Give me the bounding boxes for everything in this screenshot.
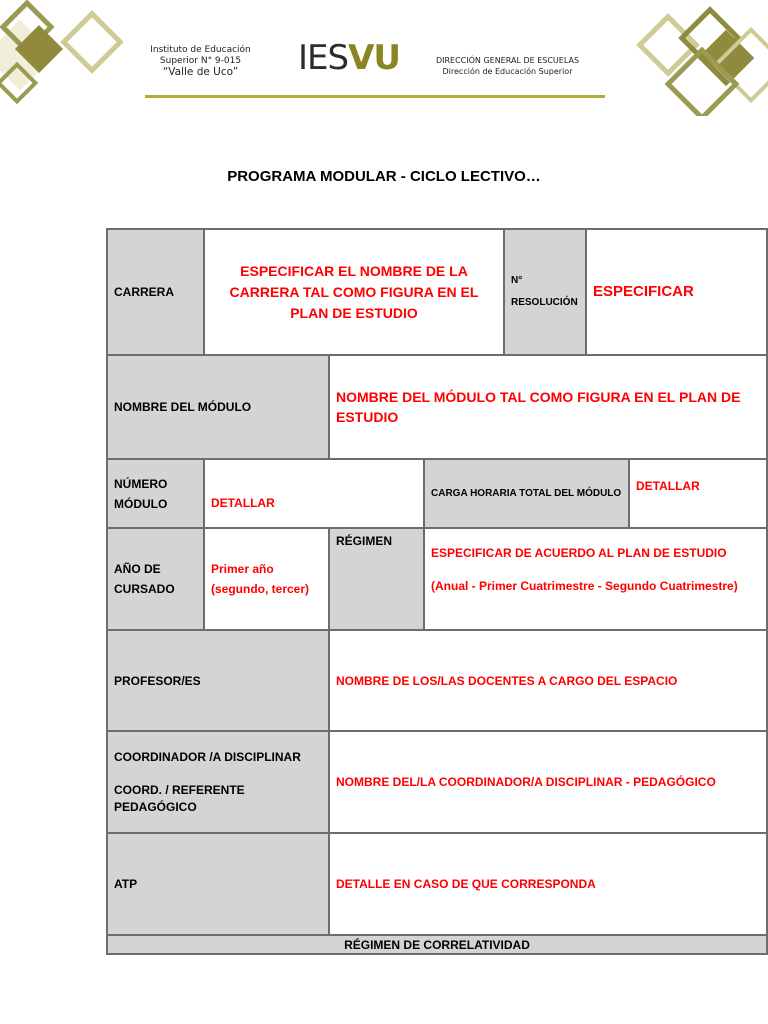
correlatividad-header: RÉGIMEN DE CORRELATIVIDAD [106, 934, 768, 955]
direction-name: DIRECCIÓN GENERAL DE ESCUELAS Dirección de Educación Superior [435, 56, 580, 76]
atp-value: DETALLE EN CASO DE QUE CORRESPONDA [328, 832, 768, 936]
coordinador-value: NOMBRE DEL/LA COORDINADOR/A DISCIPLINAR - PEDAGÓGICO [328, 730, 768, 834]
numero-label: NÚMERO MÓDULO [106, 458, 205, 529]
atp-label: ATP [106, 832, 330, 936]
anio-label: AÑO DE CURSADO [106, 527, 205, 631]
regimen-value: ESPECIFICAR DE ACUERDO AL PLAN DE ESTUDIO (Anual - Primer Cuatrimestre - Segundo Cuatrimestre) [423, 527, 768, 631]
profesor-label: PROFESOR/ES [106, 629, 330, 732]
document-header [0, 0, 768, 116]
carga-label: CARGA HORARIA TOTAL DEL MÓDULO [423, 458, 630, 529]
modulo-value: NOMBRE DEL MÓDULO TAL COMO FIGURA EN EL PLAN DE ESTUDIO [328, 354, 768, 460]
left-decoration [0, 0, 135, 116]
carga-value: DETALLAR [628, 458, 768, 529]
modulo-label: NOMBRE DEL MÓDULO [106, 354, 330, 460]
resolucion-label: N° RESOLUCIÓN [503, 228, 587, 356]
right-decoration [628, 0, 768, 116]
coordinador-label: COORDINADOR /A DISCIPLINAR COORD. / REFERENTE PEDAGÓGICO [106, 730, 330, 834]
carrera-label: CARRERA [106, 228, 205, 356]
numero-value: DETALLAR [203, 458, 425, 529]
resolucion-value: ESPECIFICAR [585, 228, 768, 356]
iesvu-logo: IESVU [298, 38, 401, 78]
profesor-value: NOMBRE DE LOS/LAS DOCENTES A CARGO DEL ESPACIO [328, 629, 768, 732]
header-rule [145, 95, 605, 98]
anio-value: Primer año (segundo, tercer) [203, 527, 330, 631]
document-title: PROGRAMA MODULAR - CICLO LECTIVO… [227, 168, 541, 185]
regimen-label: RÉGIMEN [328, 527, 425, 631]
carrera-value: ESPECIFICAR EL NOMBRE DE LA CARRERA TAL COMO FIGURA EN EL PLAN DE ESTUDIO [203, 228, 505, 356]
institute-name: Instituto de Educación Superior N° 9-015 “Valle de Uco” [150, 45, 251, 78]
